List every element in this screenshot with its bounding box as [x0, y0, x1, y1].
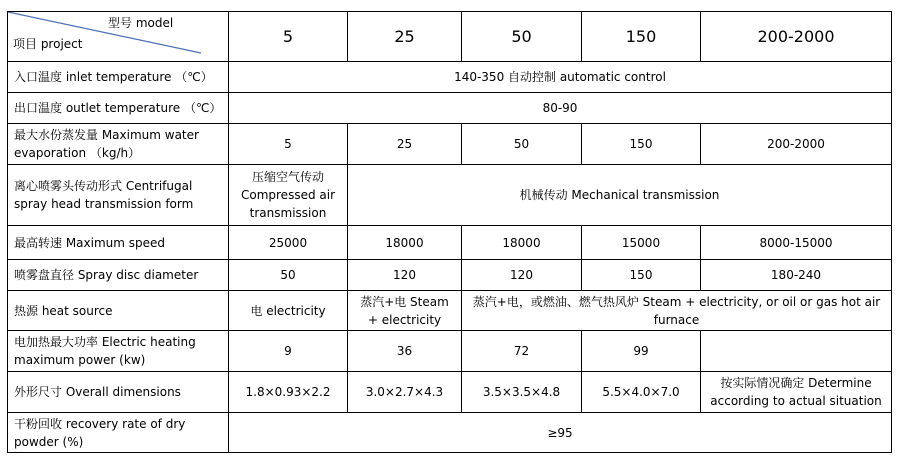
row-label: 干粉回收 recovery rate of dry powder (%): [8, 413, 229, 453]
cell-value: 电 electricity: [229, 291, 348, 331]
table-row: [8, 124, 892, 165]
cell-value: 5: [229, 124, 348, 165]
model-header: 25: [348, 12, 462, 62]
row-value: 80-90: [229, 93, 892, 124]
header-row: [8, 12, 892, 62]
corner-bottom-label: 项目 project: [13, 37, 83, 51]
cell-value: 200-2000: [701, 124, 892, 165]
table-row: [8, 165, 892, 226]
table-row: [8, 291, 892, 331]
row-label: 外形尺寸 Overall dimensions: [8, 372, 229, 413]
cell-value: 18000: [462, 226, 582, 260]
row-label: 喷雾盘直径 Spray disc diameter: [8, 260, 229, 291]
cell-value: 120: [462, 260, 582, 291]
table-row: [8, 62, 892, 93]
spec-table: [7, 11, 892, 453]
cell-value: 压缩空气传动 Compressed air transmission: [229, 165, 348, 226]
cell-value: 蒸汽+电 Steam + electricity: [348, 291, 462, 331]
corner-cell: [8, 12, 229, 62]
cell-value: 50: [229, 260, 348, 291]
row-label: 最大水份蒸发量 Maximum water evaporation （kg/h）: [8, 124, 229, 165]
cell-value: 150: [582, 260, 701, 291]
cell-value: 15000: [582, 226, 701, 260]
row-value: 机械传动 Mechanical transmission: [348, 165, 892, 226]
row-label: 热源 heat source: [8, 291, 229, 331]
row-label: 出口温度 outlet temperature （℃）: [8, 93, 229, 124]
cell-value: 5.5×4.0×7.0: [582, 372, 701, 413]
model-header: 50: [462, 12, 582, 62]
cell-value: 120: [348, 260, 462, 291]
model-header: 5: [229, 12, 348, 62]
cell-value: 50: [462, 124, 582, 165]
row-label: 离心喷雾头传动形式 Centrifugal spray head transmission form: [8, 165, 229, 226]
cell-value: 1.8×0.93×2.2: [229, 372, 348, 413]
model-header: 150: [582, 12, 701, 62]
cell-value: 按实际情况确定 Determine according to actual situation: [701, 372, 892, 413]
row-value: 140-350 自动控制 automatic control: [229, 62, 892, 93]
table-row: [8, 372, 892, 413]
cell-value: 180-240: [701, 260, 892, 291]
cell-value: 25: [348, 124, 462, 165]
row-label: 电加热最大功率 Electric heating maximum power (kw): [8, 331, 229, 372]
cell-value: 3.0×2.7×4.3: [348, 372, 462, 413]
cell-value: 9: [229, 331, 348, 372]
row-label: 入口温度 inlet temperature （℃）: [8, 62, 229, 93]
cell-value: 36: [348, 331, 462, 372]
row-value: ≥95: [229, 413, 892, 453]
row-value: 蒸汽+电，或燃油、燃气热风炉 Steam + electricity, or oil or gas hot air furnace: [462, 291, 892, 331]
table-row: [8, 93, 892, 124]
cell-value: 8000-15000: [701, 226, 892, 260]
table-row: [8, 226, 892, 260]
cell-value: 18000: [348, 226, 462, 260]
row-label: 最高转速 Maximum speed: [8, 226, 229, 260]
cell-value: 25000: [229, 226, 348, 260]
table-row: [8, 260, 892, 291]
cell-value: 3.5×3.5×4.8: [462, 372, 582, 413]
table-row: [8, 413, 892, 453]
cell-value: 72: [462, 331, 582, 372]
cell-value: 99: [582, 331, 701, 372]
cell-value: [701, 331, 892, 372]
model-header: 200-2000: [701, 12, 892, 62]
cell-value: 150: [582, 124, 701, 165]
table-row: [8, 331, 892, 372]
corner-top-label: 型号 model: [108, 16, 174, 30]
